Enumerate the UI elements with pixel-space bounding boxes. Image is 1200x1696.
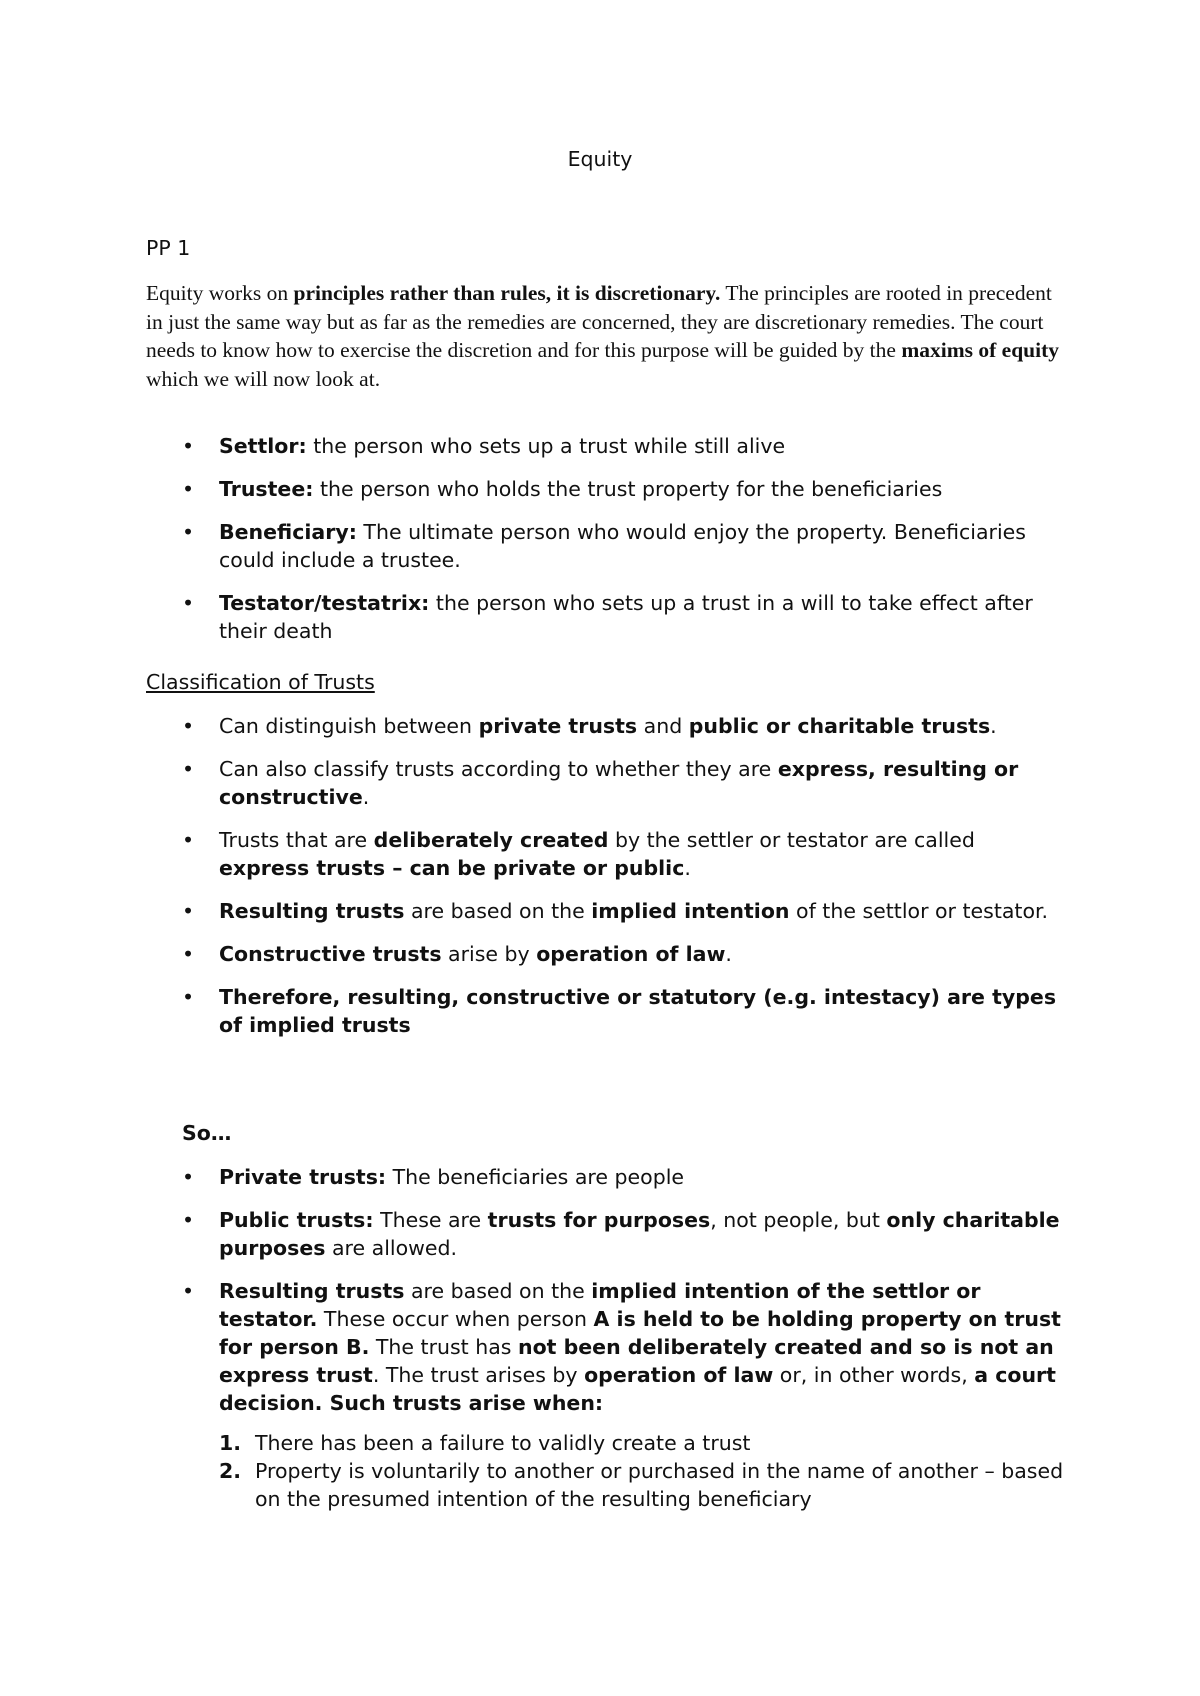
classification-item bbox=[219, 985, 1056, 1037]
list-item bbox=[146, 589, 1066, 645]
list-item bbox=[146, 983, 1066, 1039]
bullet: • bbox=[182, 1279, 195, 1303]
list-item bbox=[146, 1163, 1066, 1191]
bullet: • bbox=[182, 1208, 195, 1232]
text-run: The ultimate person who would enjoy the property. Beneficiaries could include a trustee. bbox=[219, 520, 1026, 572]
bold-text: Public trusts: bbox=[219, 1208, 374, 1232]
classification-item bbox=[219, 899, 1048, 923]
bold-text: Resulting trusts bbox=[219, 899, 405, 923]
definition-beneficiary bbox=[219, 520, 1026, 572]
text-run: are based on the bbox=[404, 899, 592, 923]
so-label: So… bbox=[182, 1121, 232, 1145]
bold-text: express, resulting or constructive bbox=[219, 757, 1019, 809]
bold-text: implied intention bbox=[591, 899, 790, 923]
text-run: the person who sets up a trust in a will to take effect after their death bbox=[219, 591, 1033, 643]
classification-item bbox=[219, 942, 732, 966]
text-run: The trust has bbox=[369, 1335, 518, 1359]
list-item bbox=[146, 897, 1066, 925]
definition-trustee bbox=[219, 477, 942, 501]
bullet: • bbox=[182, 942, 195, 966]
bold-text: public or charitable trusts bbox=[688, 714, 991, 738]
bold-text: maxims of equity bbox=[901, 338, 1059, 362]
bold-text: express trusts – can be private or public bbox=[219, 856, 685, 880]
bullet: • bbox=[182, 591, 195, 615]
list-item bbox=[146, 475, 1066, 503]
bold-text: operation of law bbox=[536, 942, 726, 966]
bold-text: Testator/testatrix: bbox=[219, 591, 430, 615]
list-item bbox=[146, 712, 1066, 740]
arise-when-list bbox=[219, 1429, 1066, 1513]
text-run: . bbox=[362, 785, 370, 809]
classification-item bbox=[219, 714, 997, 738]
bold-text: A is held to be holding property on trust for person B. bbox=[219, 1307, 1061, 1359]
bullet: • bbox=[182, 757, 195, 781]
bullet: • bbox=[182, 714, 195, 738]
text-run: Equity works on bbox=[146, 281, 294, 305]
list-item bbox=[146, 940, 1066, 968]
bold-text: deliberately created bbox=[373, 828, 609, 852]
bold-text: Settlor: bbox=[219, 434, 307, 458]
text-run: are based on the bbox=[404, 1279, 592, 1303]
summary-public-trusts bbox=[219, 1208, 1060, 1260]
bullet: • bbox=[182, 520, 195, 544]
list-item bbox=[146, 518, 1066, 574]
section-heading-pp1: PP 1 bbox=[146, 236, 191, 260]
text-run: and bbox=[637, 714, 689, 738]
text-run: . bbox=[684, 856, 691, 880]
definition-testator bbox=[219, 591, 1033, 643]
item-number: 1. bbox=[219, 1431, 242, 1455]
definitions-list bbox=[146, 432, 1066, 660]
bold-text: Trustee: bbox=[219, 477, 314, 501]
bullet: • bbox=[182, 477, 195, 501]
list-item bbox=[146, 1206, 1066, 1262]
bullet: • bbox=[182, 1165, 195, 1189]
bold-text: trusts for purposes bbox=[487, 1208, 711, 1232]
list-item bbox=[146, 755, 1066, 811]
text-run: The principles are rooted in precedent in just the same way but as far as the remedies are concerned, they are discretionary remedies. The court needs to know how to exercise the discretion and for this purpose will be guided by the bbox=[146, 281, 1052, 362]
text-run: the person who sets up a trust while still alive bbox=[306, 434, 786, 458]
list-item bbox=[146, 1277, 1066, 1513]
text-run: or, in other words, bbox=[773, 1363, 975, 1387]
intro-paragraph bbox=[146, 279, 1066, 393]
summary-resulting-trusts bbox=[219, 1279, 1061, 1415]
numbered-item-text: Property is voluntarily to another or purchased in the name of another – based on the presumed intention of the resulting beneficiary bbox=[255, 1459, 1064, 1511]
document-title: Equity bbox=[567, 147, 633, 171]
text-run: of the settlor or testator. bbox=[789, 899, 1049, 923]
bold-text: implied intention of the settlor or testator. bbox=[219, 1279, 981, 1331]
text-run: These are bbox=[373, 1208, 488, 1232]
list-item bbox=[146, 826, 1066, 882]
bold-text: Therefore, resulting, constructive or statutory (e.g. intestacy) are types of implied trusts bbox=[219, 985, 1057, 1037]
text-run: are allowed. bbox=[325, 1236, 458, 1260]
text-run: which we will now look at. bbox=[146, 366, 381, 391]
bold-text: operation of law bbox=[584, 1363, 774, 1387]
bullet: • bbox=[182, 985, 195, 1009]
numbered-item bbox=[219, 1429, 1066, 1457]
summary-private-trusts bbox=[219, 1165, 684, 1189]
definition-settlor bbox=[219, 434, 785, 458]
text-run: arise by bbox=[441, 942, 537, 966]
numbered-item-text: There has been a failure to validly create a trust bbox=[255, 1431, 751, 1455]
classification-item bbox=[219, 828, 975, 880]
bold-text: principles rather than rules, it is discretionary. bbox=[293, 281, 721, 305]
numbered-item bbox=[219, 1457, 1066, 1513]
list-item bbox=[146, 432, 1066, 460]
text-run: by the settler or testator are called bbox=[608, 828, 975, 852]
bold-text: private trusts bbox=[478, 714, 638, 738]
text-run: Can distinguish between bbox=[219, 714, 479, 738]
summary-list bbox=[146, 1163, 1066, 1528]
classification-item bbox=[219, 757, 1018, 809]
text-run: The beneficiaries are people bbox=[386, 1165, 685, 1189]
bold-text: not been deliberately created and so is not an express trust bbox=[219, 1335, 1054, 1387]
bold-text: Beneficiary: bbox=[219, 520, 357, 544]
bullet: • bbox=[182, 828, 195, 852]
text-run: Trusts that are bbox=[219, 828, 374, 852]
text-run: . bbox=[725, 942, 732, 966]
text-run: . The trust arises by bbox=[372, 1363, 585, 1387]
bold-text: Resulting trusts bbox=[219, 1279, 405, 1303]
item-number: 2. bbox=[219, 1459, 242, 1483]
classification-list bbox=[146, 712, 1066, 1054]
text-run: . bbox=[990, 714, 997, 738]
text-run: , not people, but bbox=[710, 1208, 887, 1232]
bullet: • bbox=[182, 899, 195, 923]
bold-text: only charitable purposes bbox=[219, 1208, 1060, 1260]
bold-text: a court decision. Such trusts arise when: bbox=[219, 1363, 1056, 1415]
bold-text: Constructive trusts bbox=[219, 942, 442, 966]
classification-heading: Classification of Trusts bbox=[146, 670, 375, 694]
text-run: the person who holds the trust property for the beneficiaries bbox=[313, 477, 943, 501]
bold-text: Private trusts: bbox=[219, 1165, 387, 1189]
bullet: • bbox=[182, 434, 195, 458]
text-run: Can also classify trusts according to whether they are bbox=[219, 757, 778, 781]
text-run: These occur when person bbox=[317, 1307, 594, 1331]
